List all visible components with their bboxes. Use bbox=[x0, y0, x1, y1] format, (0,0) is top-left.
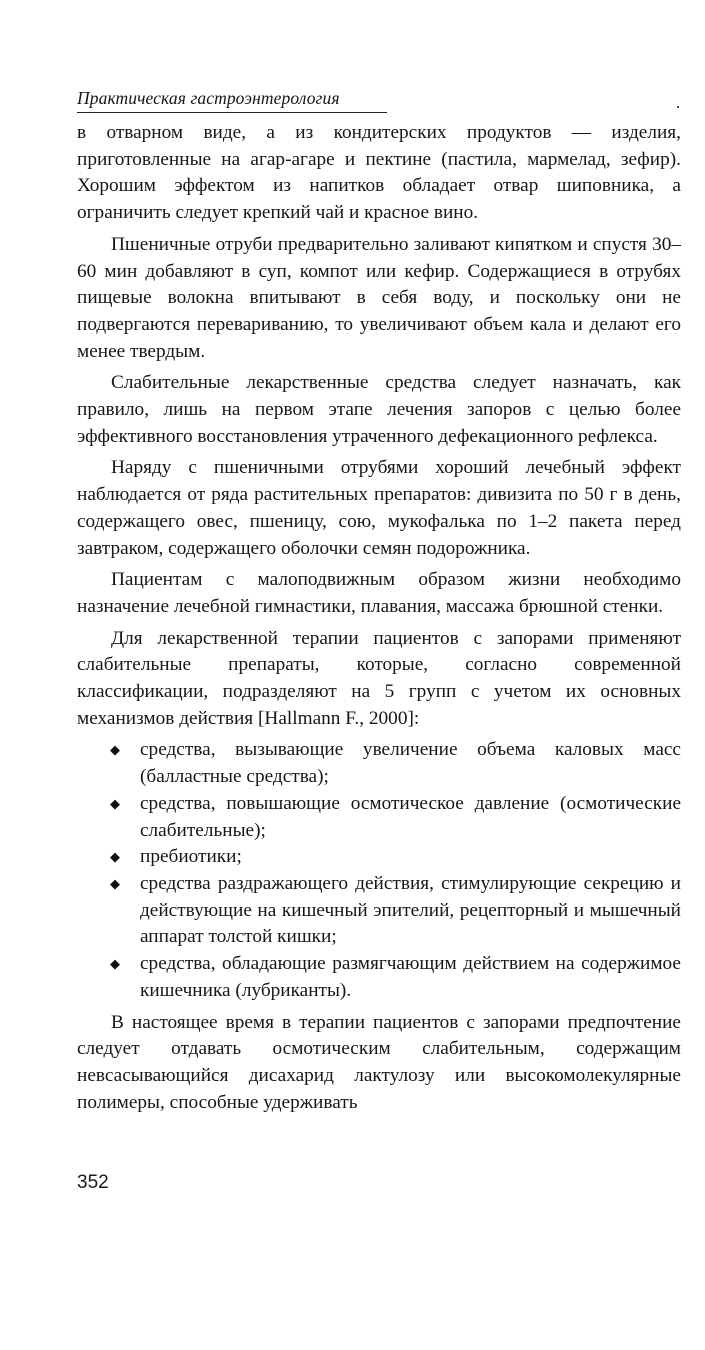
list-item bbox=[77, 791, 681, 844]
paragraph-exercise: Пациентам с малоподвижным образом жизни необходимо назначение лечебной гимнастики, плавания, массажа брюшной стенки. bbox=[77, 569, 681, 617]
bullet-icon: ◆ bbox=[110, 742, 120, 758]
list-item bbox=[77, 951, 681, 1004]
paragraph-wheat-bran: Пшеничные отруби предварительно заливают кипятком и спустя 30–60 мин добавляют в суп, компот или кефир. Содержащиеся в отрубях пищевые волокна впитывают в себя воду, и поскольку они не подвергаются перевариванию, то увеличивают объем кала и делают его менее твердым. bbox=[77, 233, 681, 362]
list-item-text: средства, вызывающие увеличение объема каловых масс (балластные средства); bbox=[140, 739, 681, 788]
bullet-icon: ◆ bbox=[110, 795, 120, 811]
bullet-icon: ◆ bbox=[110, 849, 120, 865]
laxative-groups-list bbox=[77, 737, 681, 1004]
page-number: 352 bbox=[77, 1172, 109, 1193]
list-item-text: средства, обладающие размягчающим действием на содержимое кишечника (лубриканты). bbox=[140, 953, 681, 1001]
list-item bbox=[77, 844, 681, 871]
bullet-icon: ◆ bbox=[110, 956, 120, 972]
list-item-text: пребиотики; bbox=[140, 846, 242, 868]
paragraph-continued: в отварном виде, а из кондитерских продуктов — изделия, приготовленные на агар-агаре и пектине (пастила, мармелад, зефир). Хорошим эффектом из напитков обладает отвар шиповника, а ограничить следует крепкий чай и красное вино. bbox=[77, 122, 681, 224]
running-header bbox=[77, 86, 387, 113]
list-item-text: средства, повышающие осмотическое давление (осмотические слабительные); bbox=[140, 792, 681, 841]
scan-speck bbox=[677, 106, 679, 108]
paragraph-classification: Для лекарственной терапии пациентов с запорами применяют слабительные препараты, которые, согласно современной классификации, подразделяют на 5 групп с учетом их основных механизмов действия [Hallmann F., 2000]: bbox=[77, 627, 681, 729]
paragraph-plant-preparations: Наряду с пшеничными отрубями хороший лечебный эффект наблюдается от ряда растительных препаратов: дивизита по 50 г в день, содержащего овес, пшеницу, сою, мукофалька по 1–2 пакета перед завтраком, содержащего оболочки семян подорожника. bbox=[77, 457, 681, 559]
paragraph-osmotic-preference: В настоящее время в терапии пациентов с запорами предпочтение следует отдавать осмотическим слабительным, содержащим невсасывающийся дисахарид лактулозу или высокомолекулярные полимеры, способные удерживать bbox=[77, 1011, 681, 1113]
page-body bbox=[77, 120, 681, 1121]
bullet-icon: ◆ bbox=[110, 875, 120, 891]
list-item bbox=[77, 871, 681, 951]
paragraph-laxatives: Слабительные лекарственные средства следует назначать, как правило, лишь на первом этапе лечения запоров с целью более эффективного восстановления утраченного дефекационного рефлекса. bbox=[77, 372, 681, 447]
list-item-text: средства раздражающего действия, стимулирующие секрецию и действующие на кишечный эпителий, рецепторный и мышечный аппарат толстой кишки; bbox=[140, 872, 681, 948]
running-title: Практическая гастроэнтерология bbox=[77, 88, 340, 108]
list-item bbox=[77, 737, 681, 790]
